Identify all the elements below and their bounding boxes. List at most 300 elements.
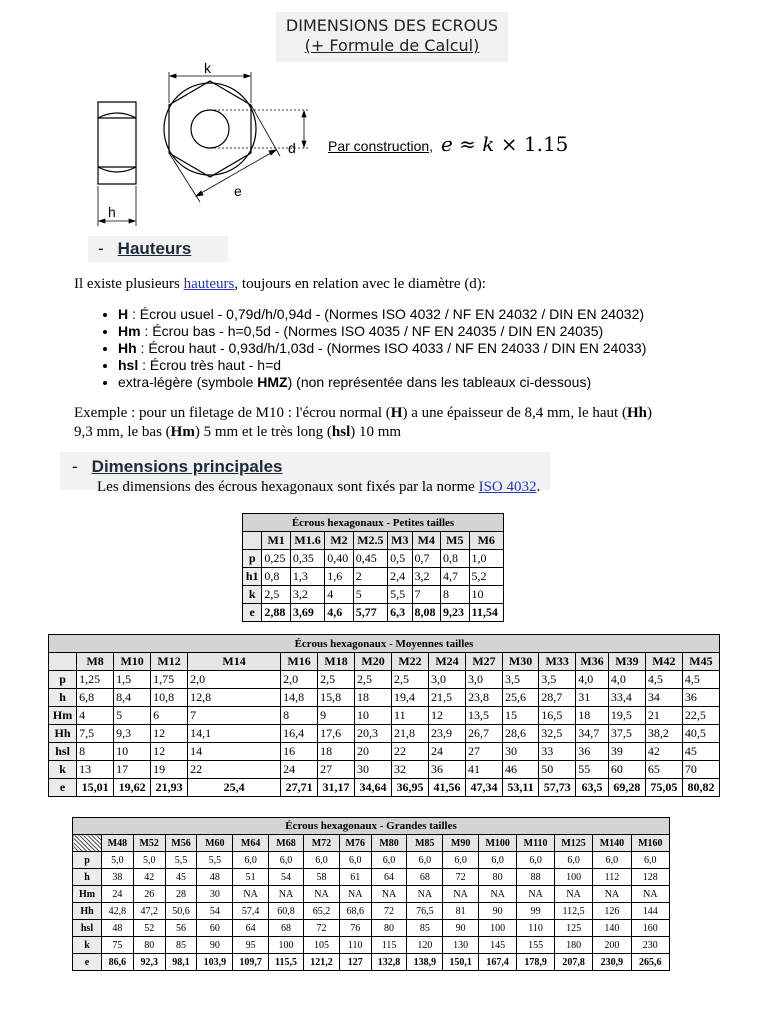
table-medium-sizes <box>48 634 720 797</box>
dimensions-intro: Les dimensions des écrous hexagonaux sont fixés par la norme ISO 4032. <box>97 479 541 495</box>
table-cell: 128 <box>631 869 669 886</box>
table-cell: 230,9 <box>593 954 631 971</box>
table-cell: 5,77 <box>353 604 387 622</box>
section-heading-dimensions: - Dimensions principales <box>72 457 283 476</box>
table-cell: 112,5 <box>554 903 592 920</box>
table-cell: 105 <box>304 937 340 954</box>
table-cell: 64 <box>371 869 407 886</box>
table-cell: 16 <box>281 743 318 761</box>
table-cell: 265,6 <box>631 954 669 971</box>
table-cell: 90 <box>197 937 233 954</box>
table-cell: 155 <box>517 937 555 954</box>
dimension-e <box>169 105 280 202</box>
table-cell: 90 <box>443 920 479 937</box>
table-cell: 32 <box>392 761 429 779</box>
table-cell: 47,34 <box>466 779 503 797</box>
table-cell: 15,01 <box>77 779 114 797</box>
table-cell: 7,5 <box>77 725 114 743</box>
table-cell: 54 <box>197 903 233 920</box>
table-cell: 6,0 <box>339 852 371 869</box>
table-cell: 2,88 <box>262 604 291 622</box>
table-cell: 34 <box>645 689 682 707</box>
formula-label: Par construction, <box>328 138 434 154</box>
table-header: M64 <box>233 835 269 852</box>
table-cell: 45 <box>682 743 719 761</box>
table-cell: 4 <box>325 586 354 604</box>
table-cell: 6,0 <box>269 852 304 869</box>
list-item: • Hh : Écrou haut - 0,93d/h/1,03d - (Normes ISO 4033 / NF EN 24033 / DIN EN 24033) <box>118 340 646 357</box>
table-header: M125 <box>554 835 592 852</box>
nut-top-view <box>164 81 256 177</box>
row-label: k <box>73 937 102 954</box>
table-cell: 8 <box>441 586 470 604</box>
table-header: M68 <box>269 835 304 852</box>
table-cell: 0,8 <box>262 568 291 586</box>
table-cell: 138,9 <box>407 954 443 971</box>
table-cell: 126 <box>593 903 631 920</box>
table-cell: 55 <box>576 761 609 779</box>
table-row <box>73 869 670 886</box>
table-cell: NA <box>517 886 555 903</box>
table-cell: 1,5 <box>114 671 151 689</box>
row-label: Hh <box>73 903 102 920</box>
table-header: M80 <box>371 835 407 852</box>
table-cell: 0,5 <box>388 550 412 568</box>
table-cell: 0,40 <box>325 550 354 568</box>
table-cell: 34,64 <box>355 779 392 797</box>
table-cell: 14,8 <box>281 689 318 707</box>
list-item: • extra-légère (symbole HMZ) (non représentée dans les tableaux ci-dessous) <box>118 374 646 391</box>
table-cell: 115,5 <box>269 954 304 971</box>
table-cell: 36 <box>576 743 609 761</box>
table-cell: 8 <box>77 743 114 761</box>
label-h: h <box>108 204 116 220</box>
table-cell: 52 <box>133 920 165 937</box>
table-cell: 6,0 <box>593 852 631 869</box>
table-cell: 86,6 <box>102 954 134 971</box>
table-cell: NA <box>593 886 631 903</box>
table-cell: NA <box>407 886 443 903</box>
table-header: M160 <box>631 835 669 852</box>
table-row <box>73 937 670 954</box>
table-row <box>243 568 504 586</box>
table-row <box>73 903 670 920</box>
row-label: h <box>49 689 77 707</box>
table-cell: 47,2 <box>133 903 165 920</box>
table-row <box>49 743 720 761</box>
table-cell: 16,5 <box>539 707 576 725</box>
table-cell: 178,9 <box>517 954 555 971</box>
table-cell: 6,0 <box>407 852 443 869</box>
table-cell: 2 <box>353 568 387 586</box>
table-cell: 12 <box>151 743 188 761</box>
table-cell: 4,5 <box>682 671 719 689</box>
row-label: Hm <box>73 886 102 903</box>
table-cell: 20 <box>355 743 392 761</box>
table-header: M100 <box>479 835 517 852</box>
table-row <box>49 707 720 725</box>
row-label: p <box>73 852 102 869</box>
table-row <box>49 689 720 707</box>
table-cell: 18 <box>318 743 355 761</box>
table-cell: 20,3 <box>355 725 392 743</box>
height-types-list <box>96 306 646 391</box>
table-cell: 6,0 <box>631 852 669 869</box>
table-cell: 120 <box>407 937 443 954</box>
table-cell: 19,62 <box>114 779 151 797</box>
table-cell: 45 <box>165 869 197 886</box>
table-cell: 40,5 <box>682 725 719 743</box>
table-large-sizes <box>72 817 670 971</box>
table-cell: 4,0 <box>576 671 609 689</box>
table-cell: 4,6 <box>325 604 354 622</box>
table-header: M5 <box>441 532 470 550</box>
table-header: M1.6 <box>290 532 324 550</box>
table-cell: 30 <box>197 886 233 903</box>
table-header: M56 <box>165 835 197 852</box>
table-cell: 14,1 <box>188 725 281 743</box>
table-cell: 57,4 <box>233 903 269 920</box>
table-cell: NA <box>443 886 479 903</box>
table-cell: 3,0 <box>466 671 503 689</box>
row-label: k <box>49 761 77 779</box>
table-cell: 9,23 <box>441 604 470 622</box>
table-cell: 17 <box>114 761 151 779</box>
table-cell: 99 <box>517 903 555 920</box>
table-cell: 10 <box>114 743 151 761</box>
nut-drawing <box>86 56 316 236</box>
table-cell: 65 <box>645 761 682 779</box>
table-cell: 28,7 <box>539 689 576 707</box>
formula-expression: e ≈ k × 1.15 <box>440 132 569 156</box>
table-caption: Écrous hexagonaux - Moyennes tailles <box>49 635 720 653</box>
table-cell: 115 <box>371 937 407 954</box>
table-cell: 100 <box>479 920 517 937</box>
table-cell: 4,7 <box>441 568 470 586</box>
table-cell: 2,5 <box>262 586 291 604</box>
table-cell: 100 <box>269 937 304 954</box>
table-header: M48 <box>102 835 134 852</box>
table-cell: 3,5 <box>502 671 538 689</box>
table-header: M12 <box>151 653 188 671</box>
table-row <box>49 671 720 689</box>
table-cell: 11,54 <box>469 604 503 622</box>
list-item: • hsl : Écrou très haut - h=d <box>118 357 646 374</box>
table-cell: 132,8 <box>371 954 407 971</box>
table-cell: 41 <box>466 761 503 779</box>
table-cell: 19,5 <box>608 707 645 725</box>
table-cell: 95 <box>233 937 269 954</box>
table-cell: 50,6 <box>165 903 197 920</box>
table-cell: 103,9 <box>197 954 233 971</box>
table-cell: NA <box>631 886 669 903</box>
table-cell: 6,0 <box>233 852 269 869</box>
table-header: M6 <box>469 532 503 550</box>
table-cell: 23,8 <box>466 689 503 707</box>
table-cell: 80 <box>133 937 165 954</box>
table-cell: 22 <box>392 743 429 761</box>
table-cell: 18 <box>576 707 609 725</box>
table-cell: 10 <box>469 586 503 604</box>
table-cell: 160 <box>631 920 669 937</box>
table-header: M24 <box>429 653 466 671</box>
table-cell: 4,5 <box>645 671 682 689</box>
table-cell: 8,08 <box>412 604 441 622</box>
table-cell: 32,5 <box>539 725 576 743</box>
dimension-h <box>98 186 136 226</box>
table-cell: 0,7 <box>412 550 441 568</box>
table-header: M4 <box>412 532 441 550</box>
table-cell: 5 <box>353 586 387 604</box>
table-cell: 68,6 <box>339 903 371 920</box>
table-cell: 6,0 <box>443 852 479 869</box>
table-cell: 16,4 <box>281 725 318 743</box>
table-cell: 31,17 <box>318 779 355 797</box>
table-cell: 5,5 <box>388 586 412 604</box>
row-label: p <box>49 671 77 689</box>
table-cell: 5 <box>114 707 151 725</box>
table-cell: 31 <box>576 689 609 707</box>
table-row <box>49 725 720 743</box>
row-label: e <box>243 604 262 622</box>
table-caption: Écrous hexagonaux - Petites tailles <box>243 514 504 532</box>
table-cell: NA <box>479 886 517 903</box>
table-cell: 150,1 <box>443 954 479 971</box>
table-cell: 1,25 <box>77 671 114 689</box>
table-cell: 19,4 <box>392 689 429 707</box>
table-cell: 100 <box>554 869 592 886</box>
table-cell: 54 <box>269 869 304 886</box>
table-header: M30 <box>502 653 538 671</box>
table-cell: 2,4 <box>388 568 412 586</box>
construction-formula <box>328 132 568 156</box>
table-cell: NA <box>233 886 269 903</box>
table-header: M16 <box>281 653 318 671</box>
table-cell: 109,7 <box>233 954 269 971</box>
table-cell: 65,2 <box>304 903 340 920</box>
table-row <box>49 779 720 797</box>
table-corner <box>243 532 262 550</box>
table-cell: 33 <box>539 743 576 761</box>
row-label: k <box>243 586 262 604</box>
table-cell: 14 <box>188 743 281 761</box>
row-label: p <box>243 550 262 568</box>
table-cell: 13,5 <box>466 707 503 725</box>
table-cell: 18 <box>355 689 392 707</box>
table-cell: 42 <box>645 743 682 761</box>
table-cell: 28,6 <box>502 725 538 743</box>
hauteurs-intro: Il existe plusieurs hauteurs, toujours en relation avec le diamètre (d): <box>74 276 486 292</box>
table-cell: 13 <box>77 761 114 779</box>
table-cell: 72 <box>304 920 340 937</box>
table-cell: 3,0 <box>429 671 466 689</box>
table-cell: 33,4 <box>608 689 645 707</box>
table-cell: 6,0 <box>371 852 407 869</box>
table-cell: 23,9 <box>429 725 466 743</box>
table-cell: 4 <box>77 707 114 725</box>
table-cell: 75 <box>102 937 134 954</box>
table-cell: 48 <box>197 869 233 886</box>
table-cell: 72 <box>443 869 479 886</box>
table-header: M22 <box>392 653 429 671</box>
table-cell: 3,2 <box>290 586 324 604</box>
table-header: M110 <box>517 835 555 852</box>
table-cell: 6,0 <box>479 852 517 869</box>
table-cell: 56 <box>165 920 197 937</box>
table-cell: 72 <box>371 903 407 920</box>
table-cell: 7 <box>188 707 281 725</box>
table-cell: 98,1 <box>165 954 197 971</box>
table-cell: NA <box>371 886 407 903</box>
table-row <box>49 761 720 779</box>
table-cell: 5,5 <box>197 852 233 869</box>
table-small-sizes <box>242 513 504 622</box>
row-label: Hh <box>49 725 77 743</box>
table-cell: 140 <box>593 920 631 937</box>
table-cell: 12 <box>429 707 466 725</box>
table-row <box>73 886 670 903</box>
nut-side-view <box>98 102 136 184</box>
table-header: M36 <box>576 653 609 671</box>
table-cell: 6,0 <box>517 852 555 869</box>
table-header: M140 <box>593 835 631 852</box>
table-cell: 2,5 <box>318 671 355 689</box>
table-header: M2 <box>325 532 354 550</box>
table-cell: 200 <box>593 937 631 954</box>
table-cell: 88 <box>517 869 555 886</box>
label-d: d <box>288 140 296 156</box>
table-cell: 2,0 <box>281 671 318 689</box>
table-cell: 26,7 <box>466 725 503 743</box>
table-cell: 9 <box>318 707 355 725</box>
table-cell: 11 <box>392 707 429 725</box>
table-header: M20 <box>355 653 392 671</box>
table-cell: 2,5 <box>355 671 392 689</box>
table-cell: 5,0 <box>102 852 134 869</box>
table-cell: 0,45 <box>353 550 387 568</box>
table-cell: 76,5 <box>407 903 443 920</box>
table-cell: 3,5 <box>539 671 576 689</box>
table-cell: 68 <box>269 920 304 937</box>
table-cell: 130 <box>443 937 479 954</box>
table-header: M76 <box>339 835 371 852</box>
table-header: M60 <box>197 835 233 852</box>
table-cell: 41,56 <box>429 779 466 797</box>
table-cell: NA <box>339 886 371 903</box>
table-cell: 60,8 <box>269 903 304 920</box>
table-cell: 21,93 <box>151 779 188 797</box>
table-cell: 76 <box>339 920 371 937</box>
table-cell: 6,8 <box>77 689 114 707</box>
table-cell: 230 <box>631 937 669 954</box>
table-cell: 22 <box>188 761 281 779</box>
table-cell: 19 <box>151 761 188 779</box>
table-cell: 167,4 <box>479 954 517 971</box>
table-cell: 27,71 <box>281 779 318 797</box>
table-cell: 2,0 <box>188 671 281 689</box>
table-corner <box>49 653 77 671</box>
table-cell: 30 <box>502 743 538 761</box>
table-cell: 3,69 <box>290 604 324 622</box>
table-cell: 8 <box>281 707 318 725</box>
table-cell: 70 <box>682 761 719 779</box>
row-label: h <box>73 869 102 886</box>
table-cell: 42 <box>133 869 165 886</box>
table-cell: 27 <box>466 743 503 761</box>
table-cell: 207,8 <box>554 954 592 971</box>
table-cell: 1,3 <box>290 568 324 586</box>
table-cell: 17,6 <box>318 725 355 743</box>
table-cell: 38,2 <box>645 725 682 743</box>
table-cell: 12,8 <box>188 689 281 707</box>
table-cell: 0,35 <box>290 550 324 568</box>
table-cell: 36 <box>682 689 719 707</box>
table-cell: 90 <box>479 903 517 920</box>
table-cell: 25,6 <box>502 689 538 707</box>
table-cell: 6,0 <box>304 852 340 869</box>
table-cell: 34,7 <box>576 725 609 743</box>
table-cell: 36 <box>429 761 466 779</box>
table-header: M2.5 <box>353 532 387 550</box>
list-item: • Hm : Écrou bas - h=0,5d - (Normes ISO 4035 / NF EN 24035 / DIN EN 24035) <box>118 323 646 340</box>
table-cell: 27 <box>318 761 355 779</box>
table-cell: 15 <box>502 707 538 725</box>
link-hauteurs[interactable]: hauteurs <box>183 276 235 292</box>
table-cell: 110 <box>517 920 555 937</box>
table-cell: 81 <box>443 903 479 920</box>
table-caption: Écrous hexagonaux - Grandes tailles <box>73 818 670 835</box>
table-cell: 1,0 <box>469 550 503 568</box>
table-cell: 80 <box>371 920 407 937</box>
table-cell: 21,5 <box>429 689 466 707</box>
table-cell: 48 <box>102 920 134 937</box>
table-cell: 92,3 <box>133 954 165 971</box>
table-cell: 0,8 <box>441 550 470 568</box>
table-cell: 63,5 <box>576 779 609 797</box>
table-header: M33 <box>539 653 576 671</box>
table-cell: 68 <box>407 869 443 886</box>
table-cell: 42,8 <box>102 903 134 920</box>
table-cell: 1,75 <box>151 671 188 689</box>
table-cell: 36,95 <box>392 779 429 797</box>
table-cell: 80 <box>479 869 517 886</box>
table-cell: 37,5 <box>608 725 645 743</box>
table-header: M90 <box>443 835 479 852</box>
table-header: M27 <box>466 653 503 671</box>
link-iso-4032[interactable]: ISO 4032 <box>478 479 537 495</box>
example-line-2: 9,3 mm, le bas (Hm) 5 mm et le très long (hsl) 10 mm <box>74 424 402 440</box>
row-label: Hm <box>49 707 77 725</box>
table-cell: 121,2 <box>304 954 340 971</box>
table-cell: 64 <box>233 920 269 937</box>
table-cell: 26 <box>133 886 165 903</box>
table-row <box>243 550 504 568</box>
table-row <box>73 920 670 937</box>
table-cell: 110 <box>339 937 371 954</box>
table-cell: 61 <box>339 869 371 886</box>
table-header: M1 <box>262 532 291 550</box>
list-item: • H : Écrou usuel - 0,79d/h/0,94d - (Normes ISO 4032 / NF EN 24032 / DIN EN 24032) <box>118 306 646 323</box>
table-cell: 12 <box>151 725 188 743</box>
table-cell: 30 <box>355 761 392 779</box>
table-cell: 127 <box>339 954 371 971</box>
table-cell: 1,6 <box>325 568 354 586</box>
table-header: M39 <box>608 653 645 671</box>
table-cell: 7 <box>412 586 441 604</box>
table-cell: 112 <box>593 869 631 886</box>
table-cell: 9,3 <box>114 725 151 743</box>
label-e: e <box>234 183 242 199</box>
